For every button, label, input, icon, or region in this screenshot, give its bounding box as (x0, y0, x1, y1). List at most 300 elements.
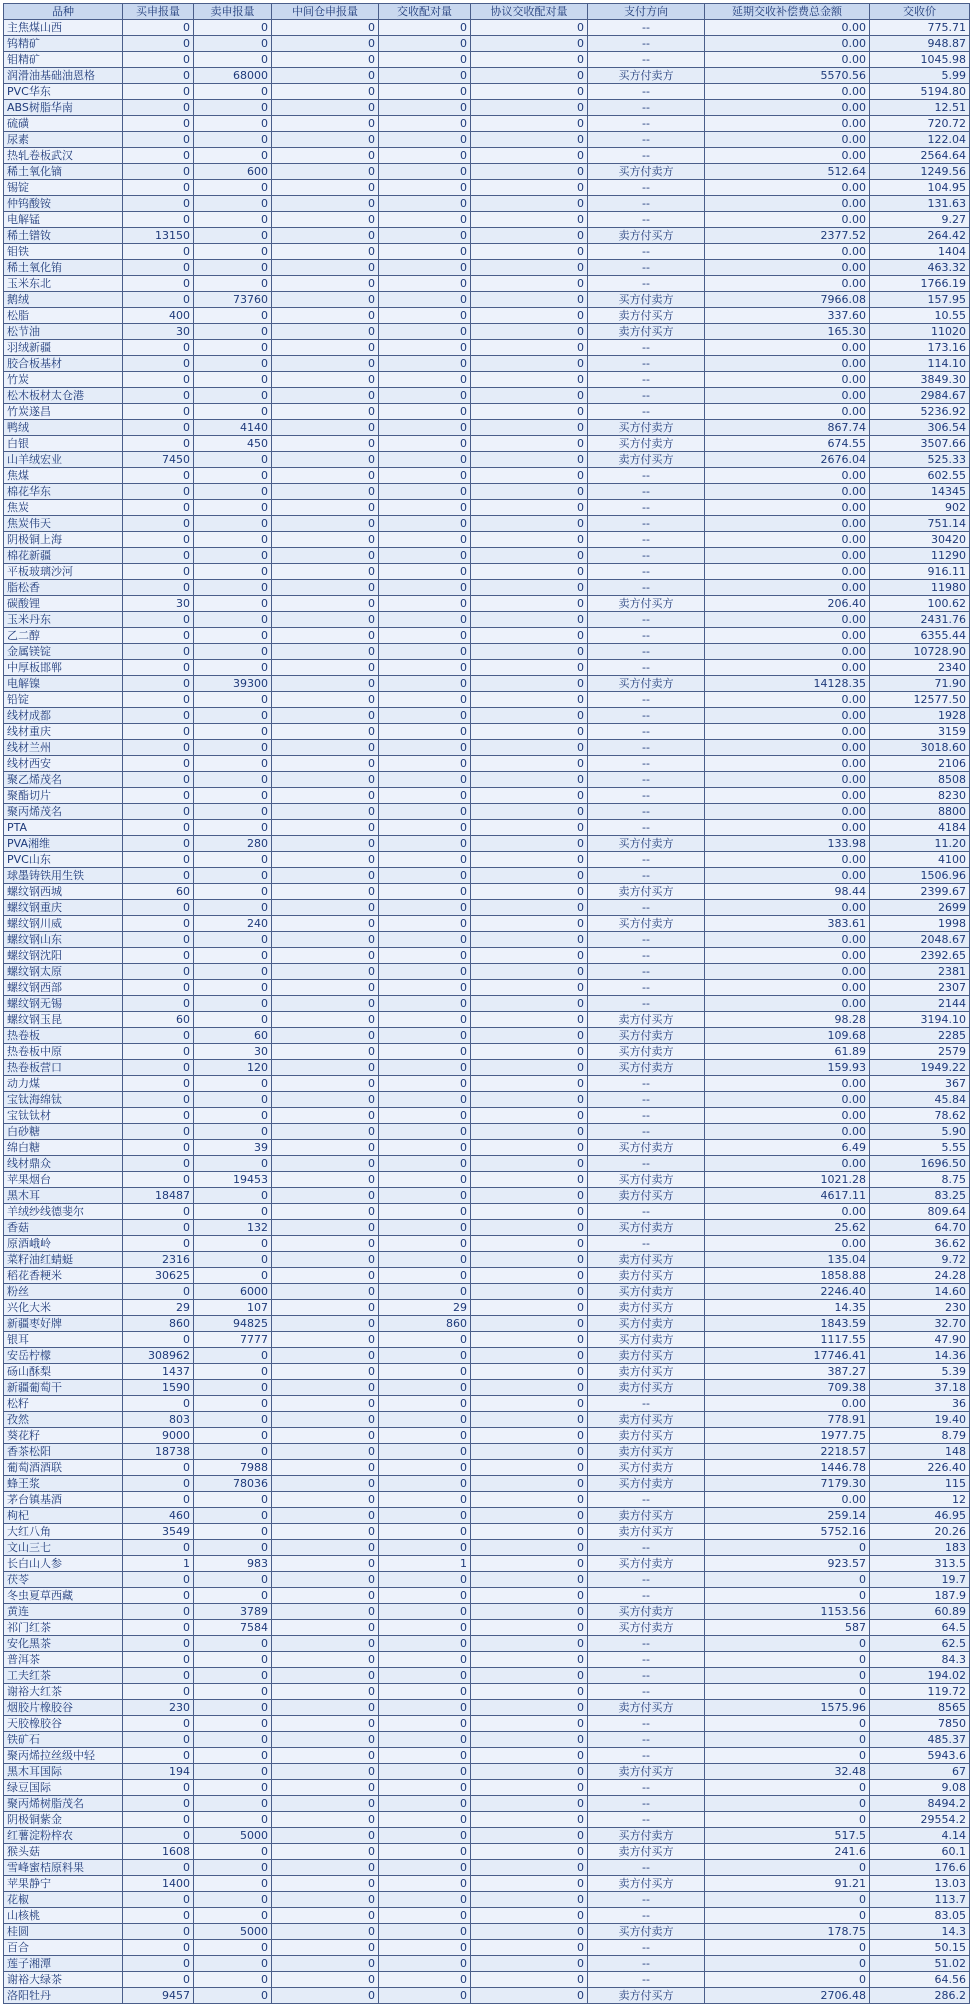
cell-match-qty: 0 (379, 1028, 471, 1044)
cell-mid-qty: 0 (272, 660, 379, 676)
cell-agreement-match-qty: 0 (471, 1940, 588, 1956)
cell-compensation-total: 2218.57 (705, 1444, 870, 1460)
cell-agreement-match-qty: 0 (471, 820, 588, 836)
cell-compensation-total: 0.00 (705, 260, 870, 276)
cell-match-qty: 0 (379, 436, 471, 452)
cell-variety: 棉花华东 (4, 484, 123, 500)
cell-compensation-total: 2676.04 (705, 452, 870, 468)
cell-buy-qty: 0 (123, 1732, 194, 1748)
cell-delivery-price: 176.6 (870, 1860, 970, 1876)
cell-match-qty: 0 (379, 356, 471, 372)
table-row (4, 404, 970, 420)
cell-agreement-match-qty: 0 (471, 1060, 588, 1076)
cell-buy-qty: 0 (123, 196, 194, 212)
cell-sell-qty: 0 (194, 852, 272, 868)
cell-payment-direction: -- (588, 244, 705, 260)
cell-compensation-total: 0.00 (705, 180, 870, 196)
table-row (4, 852, 970, 868)
cell-delivery-price: 5.55 (870, 1140, 970, 1156)
cell-buy-qty: 803 (123, 1412, 194, 1428)
cell-match-qty: 0 (379, 1220, 471, 1236)
cell-agreement-match-qty: 0 (471, 180, 588, 196)
cell-variety: 脂松香 (4, 580, 123, 596)
cell-variety: 菜籽油红蜻蜓 (4, 1252, 123, 1268)
cell-sell-qty: 0 (194, 532, 272, 548)
cell-agreement-match-qty: 0 (471, 1268, 588, 1284)
cell-delivery-price: 36 (870, 1396, 970, 1412)
table-row (4, 164, 970, 180)
cell-sell-qty: 0 (194, 788, 272, 804)
cell-payment-direction: -- (588, 996, 705, 1012)
cell-mid-qty: 0 (272, 1316, 379, 1332)
cell-match-qty: 0 (379, 452, 471, 468)
cell-compensation-total: 0.00 (705, 276, 870, 292)
cell-match-qty: 0 (379, 1156, 471, 1172)
table-row (4, 420, 970, 436)
cell-mid-qty: 0 (272, 1892, 379, 1908)
table-row (4, 1876, 970, 1892)
cell-agreement-match-qty: 0 (471, 1188, 588, 1204)
table-row (4, 1892, 970, 1908)
cell-delivery-price: 4.14 (870, 1828, 970, 1844)
cell-delivery-price: 916.11 (870, 564, 970, 580)
cell-variety: 阴极铜上海 (4, 532, 123, 548)
cell-buy-qty: 9000 (123, 1428, 194, 1444)
cell-buy-qty: 0 (123, 788, 194, 804)
cell-agreement-match-qty: 0 (471, 1956, 588, 1972)
cell-compensation-total: 0.00 (705, 612, 870, 628)
cell-buy-qty: 0 (123, 292, 194, 308)
cell-agreement-match-qty: 0 (471, 1668, 588, 1684)
cell-sell-qty: 0 (194, 1572, 272, 1588)
col-header-variety: 品种 (4, 4, 123, 20)
cell-sell-qty: 0 (194, 244, 272, 260)
cell-match-qty: 0 (379, 772, 471, 788)
cell-payment-direction: -- (588, 404, 705, 420)
cell-buy-qty: 0 (123, 1604, 194, 1620)
cell-agreement-match-qty: 0 (471, 1748, 588, 1764)
cell-match-qty: 0 (379, 20, 471, 36)
cell-variety: 松节油 (4, 324, 123, 340)
cell-sell-qty: 600 (194, 164, 272, 180)
cell-compensation-total: 0.00 (705, 484, 870, 500)
cell-buy-qty: 0 (123, 852, 194, 868)
cell-sell-qty: 0 (194, 260, 272, 276)
cell-buy-qty: 230 (123, 1700, 194, 1716)
cell-compensation-total: 0.00 (705, 404, 870, 420)
table-row (4, 628, 970, 644)
cell-mid-qty: 0 (272, 580, 379, 596)
cell-buy-qty: 0 (123, 1076, 194, 1092)
cell-delivery-price: 11980 (870, 580, 970, 596)
cell-payment-direction: -- (588, 948, 705, 964)
cell-payment-direction: -- (588, 1716, 705, 1732)
cell-match-qty: 0 (379, 1604, 471, 1620)
cell-compensation-total: 0.00 (705, 980, 870, 996)
cell-compensation-total: 0.00 (705, 468, 870, 484)
cell-sell-qty: 0 (194, 964, 272, 980)
cell-match-qty: 0 (379, 1188, 471, 1204)
cell-payment-direction: -- (588, 644, 705, 660)
cell-mid-qty: 0 (272, 436, 379, 452)
cell-sell-qty: 0 (194, 900, 272, 916)
table-row (4, 1604, 970, 1620)
cell-variety: 硫磺 (4, 116, 123, 132)
cell-variety: 烟胶片橡胶谷 (4, 1700, 123, 1716)
cell-payment-direction: 买方付卖方 (588, 420, 705, 436)
cell-compensation-total: 0.00 (705, 964, 870, 980)
cell-agreement-match-qty: 0 (471, 1300, 588, 1316)
cell-variety: 猴头菇 (4, 1844, 123, 1860)
cell-variety: 竹炭遂昌 (4, 404, 123, 420)
cell-sell-qty: 4140 (194, 420, 272, 436)
cell-sell-qty: 132 (194, 1220, 272, 1236)
cell-match-qty: 0 (379, 836, 471, 852)
cell-buy-qty: 0 (123, 1092, 194, 1108)
cell-buy-qty: 0 (123, 372, 194, 388)
table-row (4, 1684, 970, 1700)
cell-buy-qty: 18738 (123, 1444, 194, 1460)
cell-buy-qty: 0 (123, 116, 194, 132)
cell-agreement-match-qty: 0 (471, 756, 588, 772)
cell-buy-qty: 0 (123, 900, 194, 916)
cell-variety: 安岳柠檬 (4, 1348, 123, 1364)
cell-compensation-total: 0.00 (705, 740, 870, 756)
cell-sell-qty: 0 (194, 1092, 272, 1108)
cell-match-qty: 0 (379, 308, 471, 324)
cell-agreement-match-qty: 0 (471, 1684, 588, 1700)
cell-variety: 普洱茶 (4, 1652, 123, 1668)
cell-mid-qty: 0 (272, 1332, 379, 1348)
cell-mid-qty: 0 (272, 916, 379, 932)
cell-delivery-price: 157.95 (870, 292, 970, 308)
cell-buy-qty: 0 (123, 260, 194, 276)
cell-compensation-total: 1153.56 (705, 1604, 870, 1620)
cell-agreement-match-qty: 0 (471, 340, 588, 356)
cell-payment-direction: 卖方付买方 (588, 1268, 705, 1284)
cell-delivery-price: 2285 (870, 1028, 970, 1044)
table-row (4, 1764, 970, 1780)
cell-delivery-price: 11290 (870, 548, 970, 564)
cell-sell-qty: 0 (194, 20, 272, 36)
cell-agreement-match-qty: 0 (471, 1284, 588, 1300)
cell-variety: 铅锭 (4, 692, 123, 708)
table-row (4, 1812, 970, 1828)
cell-compensation-total: 674.55 (705, 436, 870, 452)
cell-variety: 松脂 (4, 308, 123, 324)
cell-sell-qty: 73760 (194, 292, 272, 308)
cell-agreement-match-qty: 0 (471, 116, 588, 132)
cell-variety: 电解镍 (4, 676, 123, 692)
cell-payment-direction: -- (588, 1540, 705, 1556)
cell-mid-qty: 0 (272, 36, 379, 52)
cell-delivery-price: 71.90 (870, 676, 970, 692)
cell-variety: 大红八角 (4, 1524, 123, 1540)
cell-agreement-match-qty: 0 (471, 596, 588, 612)
cell-compensation-total: 2706.48 (705, 1988, 870, 2004)
cell-compensation-total: 337.60 (705, 308, 870, 324)
cell-delivery-price: 8494.2 (870, 1796, 970, 1812)
cell-buy-qty: 0 (123, 1140, 194, 1156)
cell-delivery-price: 78.62 (870, 1108, 970, 1124)
cell-compensation-total: 1843.59 (705, 1316, 870, 1332)
table-row (4, 772, 970, 788)
cell-compensation-total: 178.75 (705, 1924, 870, 1940)
cell-delivery-price: 14.3 (870, 1924, 970, 1940)
table-row (4, 1940, 970, 1956)
table-row (4, 484, 970, 500)
cell-delivery-price: 1404 (870, 244, 970, 260)
cell-compensation-total: 0.00 (705, 724, 870, 740)
cell-payment-direction: -- (588, 868, 705, 884)
table-row (4, 1572, 970, 1588)
cell-mid-qty: 0 (272, 820, 379, 836)
cell-mid-qty: 0 (272, 788, 379, 804)
cell-delivery-price: 64.56 (870, 1972, 970, 1988)
table-row (4, 1188, 970, 1204)
cell-sell-qty: 0 (194, 1428, 272, 1444)
cell-delivery-price: 62.5 (870, 1636, 970, 1652)
cell-buy-qty: 7450 (123, 452, 194, 468)
cell-payment-direction: -- (588, 1812, 705, 1828)
cell-variety: 砀山酥梨 (4, 1364, 123, 1380)
cell-payment-direction: -- (588, 788, 705, 804)
cell-sell-qty: 0 (194, 1844, 272, 1860)
cell-mid-qty: 0 (272, 324, 379, 340)
cell-variety: 螺纹钢太原 (4, 964, 123, 980)
cell-mid-qty: 0 (272, 1124, 379, 1140)
cell-payment-direction: 卖方付买方 (588, 1700, 705, 1716)
cell-mid-qty: 0 (272, 1764, 379, 1780)
cell-sell-qty: 0 (194, 644, 272, 660)
cell-match-qty: 0 (379, 708, 471, 724)
cell-agreement-match-qty: 0 (471, 980, 588, 996)
cell-compensation-total: 0.00 (705, 932, 870, 948)
cell-mid-qty: 0 (272, 372, 379, 388)
cell-match-qty: 0 (379, 516, 471, 532)
table-row (4, 356, 970, 372)
cell-match-qty: 0 (379, 164, 471, 180)
cell-buy-qty: 0 (123, 1668, 194, 1684)
cell-sell-qty: 0 (194, 36, 272, 52)
table-row (4, 948, 970, 964)
cell-delivery-price: 485.37 (870, 1732, 970, 1748)
cell-compensation-total: 0 (705, 1940, 870, 1956)
cell-variety: 阴极铜紫金 (4, 1812, 123, 1828)
cell-agreement-match-qty: 0 (471, 676, 588, 692)
cell-delivery-price: 29554.2 (870, 1812, 970, 1828)
cell-agreement-match-qty: 0 (471, 1604, 588, 1620)
cell-compensation-total: 0.00 (705, 868, 870, 884)
cell-mid-qty: 0 (272, 1908, 379, 1924)
cell-sell-qty: 0 (194, 548, 272, 564)
cell-agreement-match-qty: 0 (471, 1652, 588, 1668)
cell-payment-direction: 买方付卖方 (588, 1220, 705, 1236)
cell-variety: 松籽 (4, 1396, 123, 1412)
table-row (4, 1076, 970, 1092)
cell-variety: 乙二醇 (4, 628, 123, 644)
cell-sell-qty: 0 (194, 308, 272, 324)
cell-delivery-price: 720.72 (870, 116, 970, 132)
cell-match-qty: 0 (379, 804, 471, 820)
cell-match-qty: 0 (379, 1236, 471, 1252)
table-row (4, 212, 970, 228)
cell-agreement-match-qty: 0 (471, 788, 588, 804)
cell-compensation-total: 0.00 (705, 708, 870, 724)
cell-compensation-total: 517.5 (705, 1828, 870, 1844)
cell-variety: 稻花香粳米 (4, 1268, 123, 1284)
cell-match-qty: 0 (379, 52, 471, 68)
cell-buy-qty: 0 (123, 1460, 194, 1476)
cell-mid-qty: 0 (272, 292, 379, 308)
cell-agreement-match-qty: 0 (471, 1252, 588, 1268)
cell-agreement-match-qty: 0 (471, 852, 588, 868)
cell-compensation-total: 0.00 (705, 564, 870, 580)
cell-mid-qty: 0 (272, 1796, 379, 1812)
cell-compensation-total: 0.00 (705, 84, 870, 100)
cell-delivery-price: 10728.90 (870, 644, 970, 660)
cell-mid-qty: 0 (272, 1716, 379, 1732)
cell-delivery-price: 313.5 (870, 1556, 970, 1572)
cell-variety: 稀土氧化铕 (4, 260, 123, 276)
table-row (4, 516, 970, 532)
cell-variety: 焦炭伟天 (4, 516, 123, 532)
cell-mid-qty: 0 (272, 1428, 379, 1444)
cell-payment-direction: -- (588, 356, 705, 372)
cell-variety: 苹果静宁 (4, 1876, 123, 1892)
cell-agreement-match-qty: 0 (471, 1860, 588, 1876)
table-row (4, 1108, 970, 1124)
cell-payment-direction: -- (588, 1860, 705, 1876)
table-row (4, 1972, 970, 1988)
cell-payment-direction: 卖方付买方 (588, 1364, 705, 1380)
cell-compensation-total: 0.00 (705, 212, 870, 228)
cell-variety: 安化黑茶 (4, 1636, 123, 1652)
cell-agreement-match-qty: 0 (471, 1028, 588, 1044)
table-row (4, 1780, 970, 1796)
cell-delivery-price: 2431.76 (870, 612, 970, 628)
cell-match-qty: 0 (379, 596, 471, 612)
cell-compensation-total: 14128.35 (705, 676, 870, 692)
cell-delivery-price: 1506.96 (870, 868, 970, 884)
cell-mid-qty: 0 (272, 1108, 379, 1124)
cell-agreement-match-qty: 0 (471, 1140, 588, 1156)
cell-sell-qty: 450 (194, 436, 272, 452)
cell-sell-qty: 0 (194, 1748, 272, 1764)
table-row (4, 1556, 970, 1572)
cell-sell-qty: 5000 (194, 1828, 272, 1844)
cell-variety: 尿素 (4, 132, 123, 148)
cell-variety: 热卷板营口 (4, 1060, 123, 1076)
cell-buy-qty: 60 (123, 1012, 194, 1028)
cell-mid-qty: 0 (272, 1268, 379, 1284)
cell-buy-qty: 400 (123, 308, 194, 324)
cell-payment-direction: 卖方付买方 (588, 1444, 705, 1460)
cell-compensation-total: 0 (705, 1796, 870, 1812)
cell-buy-qty: 0 (123, 916, 194, 932)
cell-sell-qty: 107 (194, 1300, 272, 1316)
cell-compensation-total: 1117.55 (705, 1332, 870, 1348)
cell-delivery-price: 2399.67 (870, 884, 970, 900)
cell-agreement-match-qty: 0 (471, 68, 588, 84)
cell-match-qty: 0 (379, 1572, 471, 1588)
cell-sell-qty: 0 (194, 1188, 272, 1204)
cell-payment-direction: -- (588, 1956, 705, 1972)
cell-buy-qty: 0 (123, 84, 194, 100)
cell-buy-qty: 0 (123, 164, 194, 180)
cell-variety: 冬虫夏草西藏 (4, 1588, 123, 1604)
cell-delivery-price: 11.20 (870, 836, 970, 852)
table-row (4, 468, 970, 484)
cell-variety: 螺纹钢玉昆 (4, 1012, 123, 1028)
cell-buy-qty: 0 (123, 468, 194, 484)
cell-compensation-total: 0.00 (705, 996, 870, 1012)
cell-buy-qty: 0 (123, 132, 194, 148)
cell-match-qty: 0 (379, 372, 471, 388)
table-row (4, 276, 970, 292)
cell-variety: 百合 (4, 1940, 123, 1956)
table-row (4, 1492, 970, 1508)
cell-agreement-match-qty: 0 (471, 1700, 588, 1716)
cell-variety: ABS树脂华南 (4, 100, 123, 116)
cell-buy-qty: 0 (123, 612, 194, 628)
cell-buy-qty: 0 (123, 1828, 194, 1844)
cell-agreement-match-qty: 0 (471, 164, 588, 180)
cell-agreement-match-qty: 0 (471, 100, 588, 116)
cell-sell-qty: 78036 (194, 1476, 272, 1492)
cell-buy-qty: 0 (123, 996, 194, 1012)
cell-compensation-total: 241.6 (705, 1844, 870, 1860)
cell-match-qty: 0 (379, 996, 471, 1012)
table-row (4, 1908, 970, 1924)
cell-compensation-total: 0 (705, 1716, 870, 1732)
cell-agreement-match-qty: 0 (471, 52, 588, 68)
table-body (4, 20, 970, 2004)
cell-mid-qty: 0 (272, 1076, 379, 1092)
cell-payment-direction: -- (588, 1108, 705, 1124)
cell-payment-direction: 卖方付买方 (588, 1380, 705, 1396)
cell-buy-qty: 0 (123, 148, 194, 164)
cell-variety: 聚丙烯树脂茂名 (4, 1796, 123, 1812)
cell-sell-qty: 0 (194, 180, 272, 196)
cell-payment-direction: 卖方付买方 (588, 228, 705, 244)
cell-match-qty: 0 (379, 68, 471, 84)
cell-agreement-match-qty: 0 (471, 1076, 588, 1092)
cell-compensation-total: 0.00 (705, 788, 870, 804)
cell-sell-qty: 0 (194, 948, 272, 964)
cell-agreement-match-qty: 0 (471, 1716, 588, 1732)
cell-buy-qty: 460 (123, 1508, 194, 1524)
cell-mid-qty: 0 (272, 1956, 379, 1972)
cell-compensation-total: 109.68 (705, 1028, 870, 1044)
cell-payment-direction: 买方付卖方 (588, 292, 705, 308)
cell-delivery-price: 2564.64 (870, 148, 970, 164)
cell-match-qty: 0 (379, 932, 471, 948)
cell-mid-qty: 0 (272, 980, 379, 996)
cell-buy-qty: 0 (123, 68, 194, 84)
cell-compensation-total: 0.00 (705, 1076, 870, 1092)
cell-variety: 宝钛海绵钛 (4, 1092, 123, 1108)
cell-agreement-match-qty: 0 (471, 436, 588, 452)
cell-buy-qty: 1 (123, 1556, 194, 1572)
cell-agreement-match-qty: 0 (471, 1236, 588, 1252)
cell-payment-direction: 买方付卖方 (588, 1044, 705, 1060)
table-row (4, 1300, 970, 1316)
cell-mid-qty: 0 (272, 836, 379, 852)
cell-buy-qty: 0 (123, 1172, 194, 1188)
cell-variety: 热卷板中原 (4, 1044, 123, 1060)
cell-compensation-total: 0 (705, 1636, 870, 1652)
